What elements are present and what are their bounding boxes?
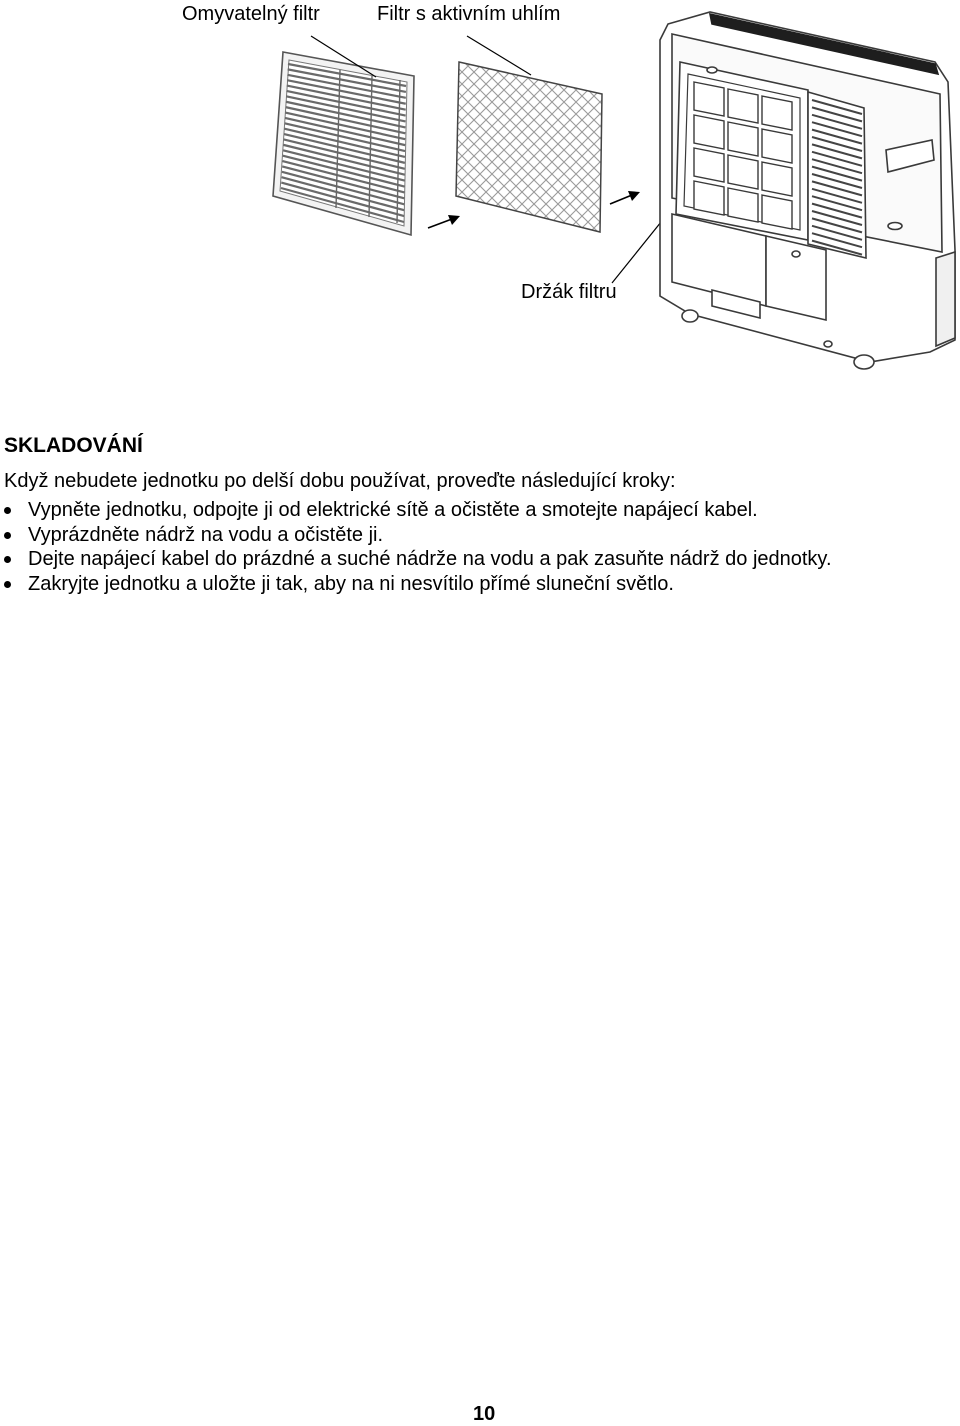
bullet-icon xyxy=(4,556,11,563)
section-heading: SKLADOVÁNÍ xyxy=(4,434,143,457)
list-item xyxy=(0,547,832,572)
filter-holder-label: Držák filtru xyxy=(521,281,617,303)
carbon-filter xyxy=(456,62,602,232)
list-item-text: Vypněte jednotku, odpojte ji od elektrické sítě a očistěte a smotejte napájecí kabel. xyxy=(28,499,758,521)
arrow-icon xyxy=(428,215,460,228)
bullet-icon xyxy=(4,581,11,588)
list-item xyxy=(0,572,832,597)
carbon-filter-label: Filtr s aktivním uhlím xyxy=(377,3,561,25)
section-intro: Když nebudete jednotku po delší dobu používat, proveďte následující kroky: xyxy=(4,470,676,492)
list-item-text: Vyprázdněte nádrž na vodu a očistěte ji. xyxy=(28,523,384,546)
bullet-icon xyxy=(4,532,11,539)
filter-illustration xyxy=(0,0,960,420)
list-item-text: Zakryjte jednotku a uložte ji tak, aby na ni nesvítilo přímé sluneční světlo. xyxy=(28,572,674,595)
page-number: 10 xyxy=(473,1403,496,1425)
bullet-icon xyxy=(4,507,11,514)
storage-steps-list xyxy=(0,498,832,596)
arrow-icon xyxy=(610,191,640,204)
list-item xyxy=(0,523,832,548)
washable-filter xyxy=(273,52,414,235)
list-item-text: Dejte napájecí kabel do prázdné a suché nádrže na vodu a pak zasuňte nádrž do jednotky. xyxy=(28,548,832,570)
list-item xyxy=(0,498,832,523)
dehumidifier-unit xyxy=(660,12,955,369)
washable-filter-label: Omyvatelný filtr xyxy=(182,3,320,25)
